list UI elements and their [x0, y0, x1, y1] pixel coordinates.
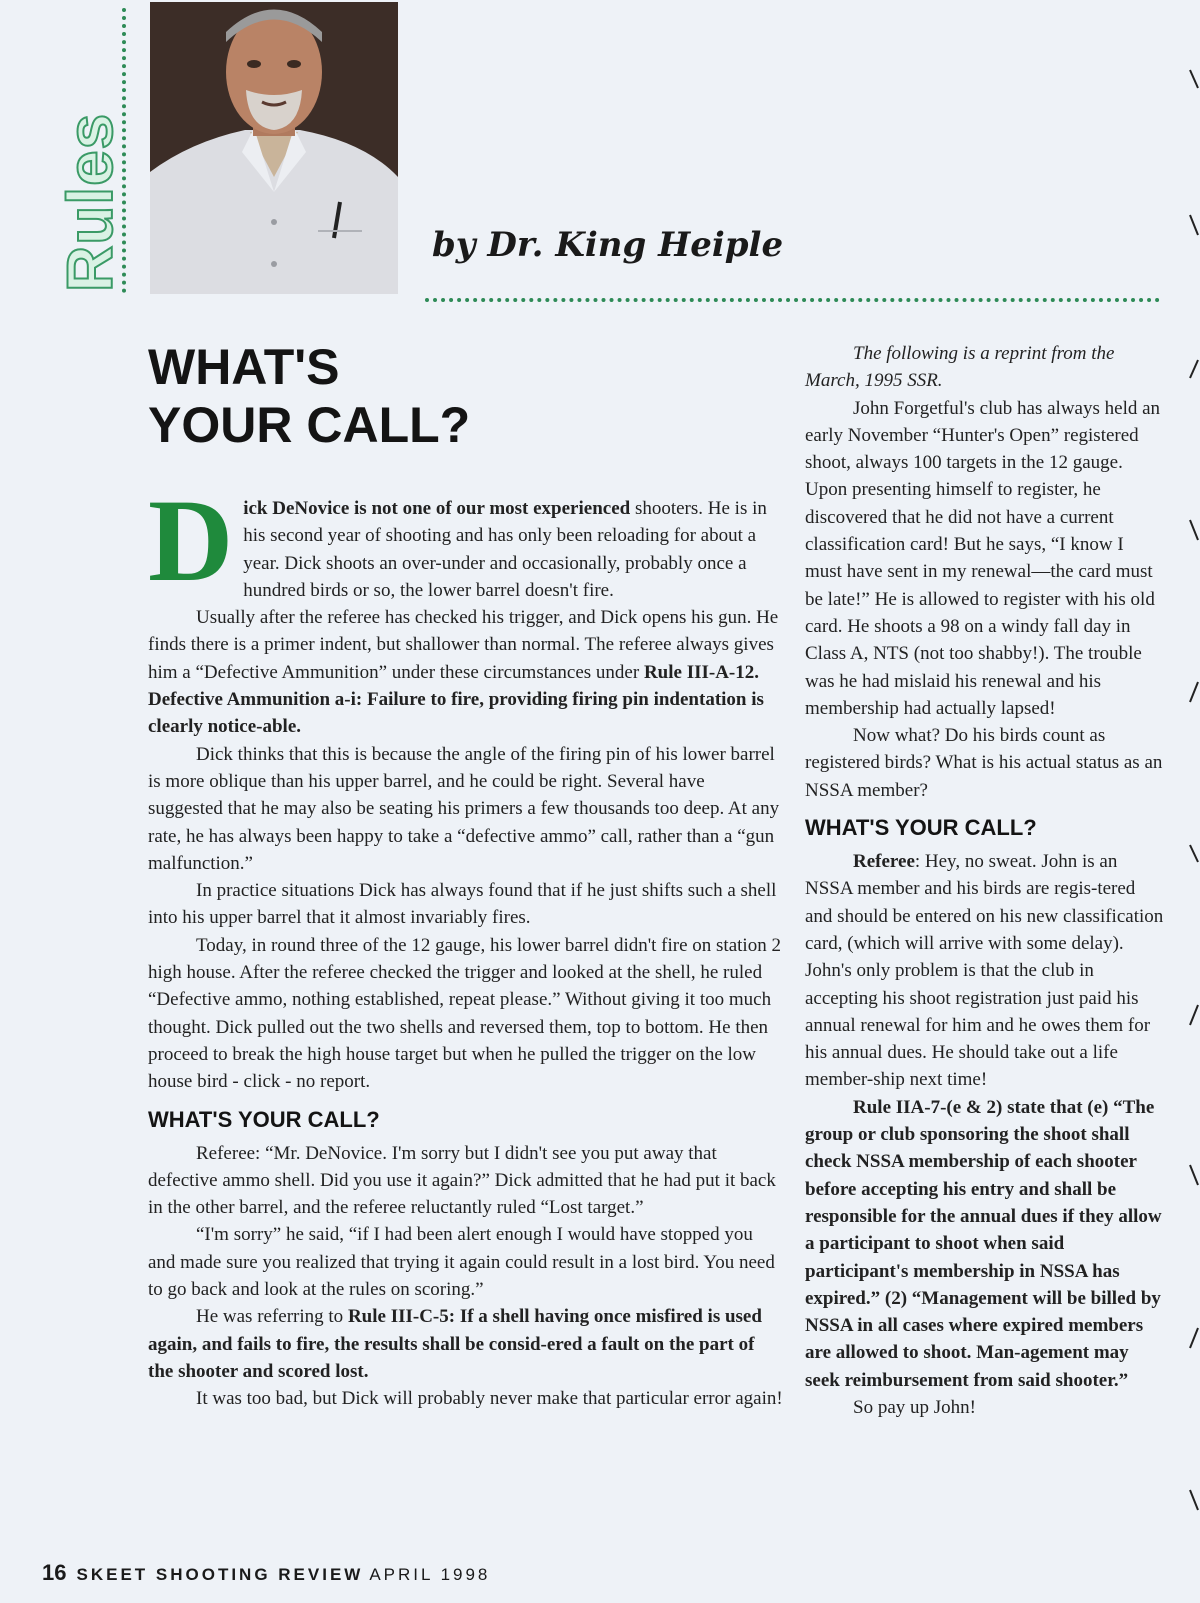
issue-date: APRIL 1998	[369, 1565, 491, 1584]
paragraph-6: Referee: “Mr. DeNovice. I'm sorry but I didn't see you put away that defective ammo shell. Did you use it again?” Dick admitted that he had put it back in the other barrel, and the referee reluctantly ruled “Lost target.”	[148, 1142, 776, 1219]
section-tag: Rules	[54, 112, 126, 292]
page-edge-marks	[1170, 0, 1200, 1603]
right-paragraph-4	[805, 1094, 1165, 1394]
referee-answer: : Hey, no sweat. John is an NSSA member and his birds are regis-tered and should be entered on his new classification card, (which will arrive with some delay). John's only problem is that the club in accepting his shoot registration just paid his annual renewal for him and he owes them for his annual dues. He should take out a life member-ship next time!	[805, 851, 1164, 1091]
article-headline	[148, 338, 548, 454]
drop-cap: D	[148, 475, 234, 606]
right-paragraph-2: Now what? Do his birds count as registered birds? What is his actual status as an NSSA member?	[805, 725, 1163, 801]
right-paragraph-1: John Forgetful's club has always held an early November “Hunter's Open” registered shoot, always 100 targets in the 12 gauge. Upon presenting himself to register, he discovered that he did not have a current classification card! But he says, “I know I must have sent in my renewal—the card must be late!” He is allowed to register with his old card. He shoots a 98 on a windy fall day in Class A, NTS (not too shabby!). The trouble was he had mislaid his renewal and his membership had actually lapsed!	[805, 397, 1161, 719]
right-paragraph-3	[805, 848, 1165, 1094]
right-paragraph-5: So pay up John!	[853, 1396, 976, 1418]
dotted-rule-horizontal	[425, 298, 1160, 302]
referee-label: Referee	[853, 851, 915, 873]
paragraph-2	[148, 604, 783, 740]
subhead-right: WHAT'S YOUR CALL?	[805, 815, 1037, 841]
page-footer	[42, 1560, 490, 1586]
paragraph-4: In practice situations Dick has always found that if he just shifts such a shell into his upper barrel that it almost invariably fires.	[148, 880, 777, 929]
headline-line-2: YOUR CALL?	[148, 397, 471, 453]
rule-citation-2: Rule III-C-5: If a shell having once misfired is used again, and fails to fire, the results shall be consid-ered a fault on the part of the shooter and scored lost.	[148, 1306, 762, 1382]
paragraph-5: Today, in round three of the 12 gauge, his lower barrel didn't fire on station 2 high house. After the referee checked the trigger and looked at the shell, he ruled “Defective ammo, nothing established, repeat please.” Without giving it too much thought. Dick pulled out the two shells and reversed them, top to bottom. He then proceed to break the high house target but when he pulled the trigger on the low house bird - click - no report.	[148, 934, 781, 1093]
reprint-note: The following is a reprint from the March, 1995 SSR.	[805, 343, 1115, 392]
author-byline: by Dr. King Heiple	[432, 225, 784, 265]
rule-citation-3: Rule IIA-7-(e & 2) state that (e) “The group or club sponsoring the shoot shall check NSSA membership of each shooter before accepting his entry and shall be responsible for the annual dues if they allow a participant to shoot when said participant's membership in NSSA has expired.” (2) “Management will be billed by NSSA in all cases where expired members are allowed to shoot. Man-agement may seek reimbursement from said shooter.”	[805, 1096, 1162, 1391]
paragraph-7: “I'm sorry” he said, “if I had been alert enough I would have stopped you and made sure you realized that trying it again could result in a lost bird. You need to go back and look at the rules on scoring.”	[148, 1224, 775, 1301]
paragraph-8	[148, 1303, 783, 1385]
paragraph-3: Dick thinks that this is because the angle of the firing pin of his lower barrel is more oblique than his upper barrel, and he could be right. Several have suggested that he may also be seating his primers a few thousands too deep. At any rate, he has always been happy to take a “defective ammo” call, rather than a “gun malfunction.”	[148, 743, 780, 874]
paragraph-2-text: Usually after the referee has checked his trigger, and Dick opens his gun. He finds there is a primer indent, but shallower than normal. The referee always gives him a “Defective Ammunition” under these circumstances under	[148, 607, 779, 683]
author-photo	[150, 2, 398, 294]
rule-citation-1: Rule III-A-12. Defective Ammunition a-i: Failure to fire, providing firing pin indentation is clearly notice-able.	[148, 661, 764, 738]
author-photo-illustration	[150, 2, 398, 294]
left-column	[148, 475, 783, 1413]
lead-bold-text: ick DeNovice is not one of our most experienced	[243, 498, 631, 519]
lead-paragraph	[148, 475, 783, 606]
magazine-name: SKEET SHOOTING REVIEW	[76, 1565, 364, 1584]
page-number: 16	[42, 1560, 67, 1585]
paragraph-9: It was too bad, but Dick will probably never make that particular error again!	[196, 1388, 783, 1410]
paragraph-8-text: He was referring to	[196, 1306, 348, 1328]
subhead-left: WHAT'S YOUR CALL?	[148, 1106, 380, 1132]
headline-line-1: WHAT'S	[148, 339, 340, 395]
lead-rest-text: shooters. He is in his second year of shooting and has only been reloading for about a year. Dick shoots an over-under and occasionally, probably once a hundred birds or so, the lower barrel doesn't fire.	[243, 498, 767, 601]
right-column	[805, 340, 1165, 1421]
